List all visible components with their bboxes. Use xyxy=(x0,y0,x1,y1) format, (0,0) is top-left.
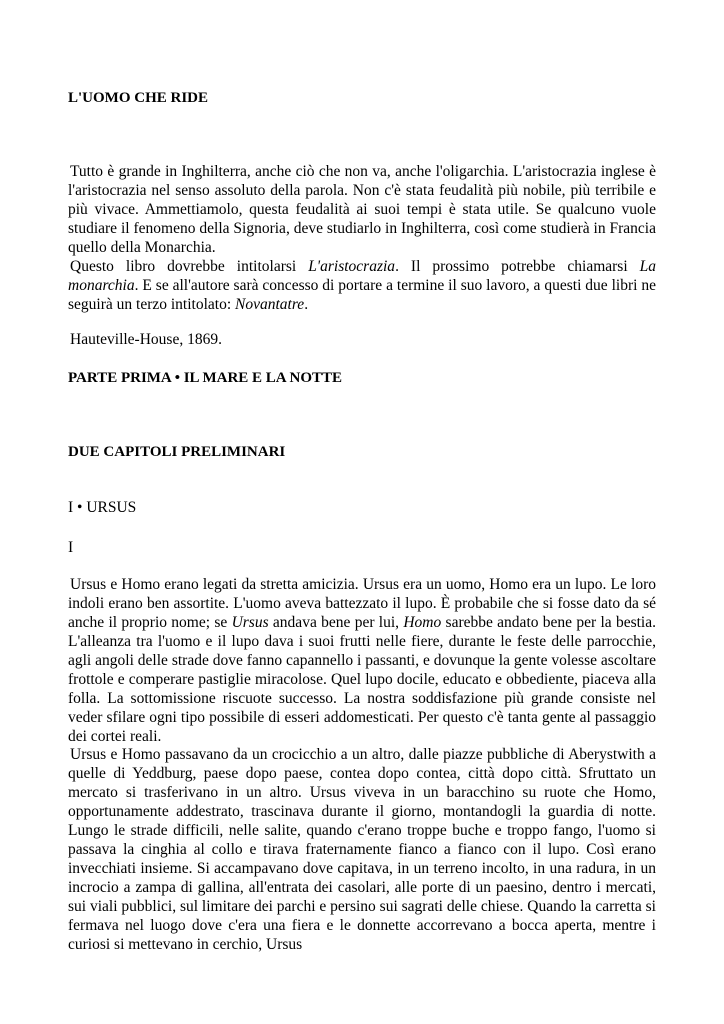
part-heading: PARTE PRIMA • IL MARE E LA NOTTE xyxy=(68,370,343,386)
chapter-paragraph-2: Ursus e Homo passavano da un crocicchio a un altro, dalle piazze pubbliche di Aberystwith a quelle di Yeddburg, paese dopo paese, contea dopo contea, città dopo città. Sfruttato un mercato si trasferivano in un altro. Ursus viveva in un baracchino su ruote che Homo, opportunamente addestrato, trascinava durante il giorno, montandogli la guardia di notte. Lungo le strade difficili, nelle salite, quando c'erano troppe buche e troppo fango, l'uomo si passava la cinghia al collo e tirava fraternamente fianco a fianco con il lupo. Così erano invecchiati insieme. Si accampavano dove capitava, in un terreno incolto, in una radura, in un incrocio a zampa di gallina, all'entrata dei casolari, alle porte di un paesino, dentro i mercati, sui viali pubblici, sul limitare dei parchi e persino sui sagrati delle chiese. Quando la carretta si fermava nel luogo dove c'era una fiera e le donnette accorrevano a bocca aperta, mentre i curiosi si mettevano in cerchio, Ursus xyxy=(68,746,656,953)
preface-paragraph-2 xyxy=(68,257,656,314)
preface-text-c: . E se all'autore sarà concesso di portare a termine il suo lavoro, a questi due libri ne seguirà un terzo intitolato: xyxy=(68,277,656,313)
chapter-paragraph-1 xyxy=(68,575,656,746)
chapter-name-ursus: Ursus xyxy=(231,614,269,631)
preface-text-d: . xyxy=(304,296,309,313)
book-title: L'UOMO CHE RIDE xyxy=(68,90,209,106)
subchapter-heading: I xyxy=(68,539,74,556)
chapter-text-a: Ursus e Homo erano legati da stretta amicizia. Ursus era un uomo, Homo era un lupo. Le loro indoli erano ben assortite. L'uomo aveva battezzato il lupo. È probabile che si fosse dato da sé anche il proprio nome; se xyxy=(68,576,656,631)
preface-title-novantatre: Novantatre xyxy=(235,296,305,313)
chapter-text-b: andava bene per lui, xyxy=(268,614,404,631)
preface-title-monarchia: La monarchia xyxy=(68,258,656,294)
preface-title-aristocrazia: L'aristocrazia xyxy=(308,258,396,275)
preface-paragraph-1: Tutto è grande in Inghilterra, anche ciò che non va, anche l'oligarchia. L'aristocrazia inglese è l'aristocrazia nel senso assoluto della parola. Non c'è stata feudalità più nobile, più terribile e più vivace. Ammettiamolo, questa feudalità ai suoi tempi è stata utile. Se qualcuno vuole studiare il fenomeno della Signoria, deve studiarlo in Inghilterra, così come studierà in Francia quello della Monarchia. xyxy=(68,163,656,256)
preface-text-b: . Il prossimo potrebbe chiamarsi xyxy=(395,258,640,275)
preface-signature: Hauteville-House, 1869. xyxy=(70,331,222,348)
chapter-text-c: sarebbe andato bene per la bestia. L'alleanza tra l'uomo e il lupo dava i suoi frutti nelle fiere, durante le feste delle parrocchie, agli angoli delle strade dove fanno capannello i passanti, e dovunque la gente volesse ascoltare frottole e comperare pastiglie miracolose. Quel lupo docile, educato e obbediente, piaceva alla folla. La sottomissione riscuote successo. La nostra soddisfazione più grande consiste nel veder sfilare ogni tipo possibile di esseri addomesticati. Per questo c'è tanta gente al passaggio dei cortei reali. xyxy=(68,614,656,745)
chapter-heading: I • URSUS xyxy=(68,499,137,516)
chapter-name-homo: Homo xyxy=(403,614,442,631)
preface-text-a: Questo libro dovrebbe intitolarsi xyxy=(70,258,309,275)
section-heading: DUE CAPITOLI PRELIMINARI xyxy=(68,444,286,460)
